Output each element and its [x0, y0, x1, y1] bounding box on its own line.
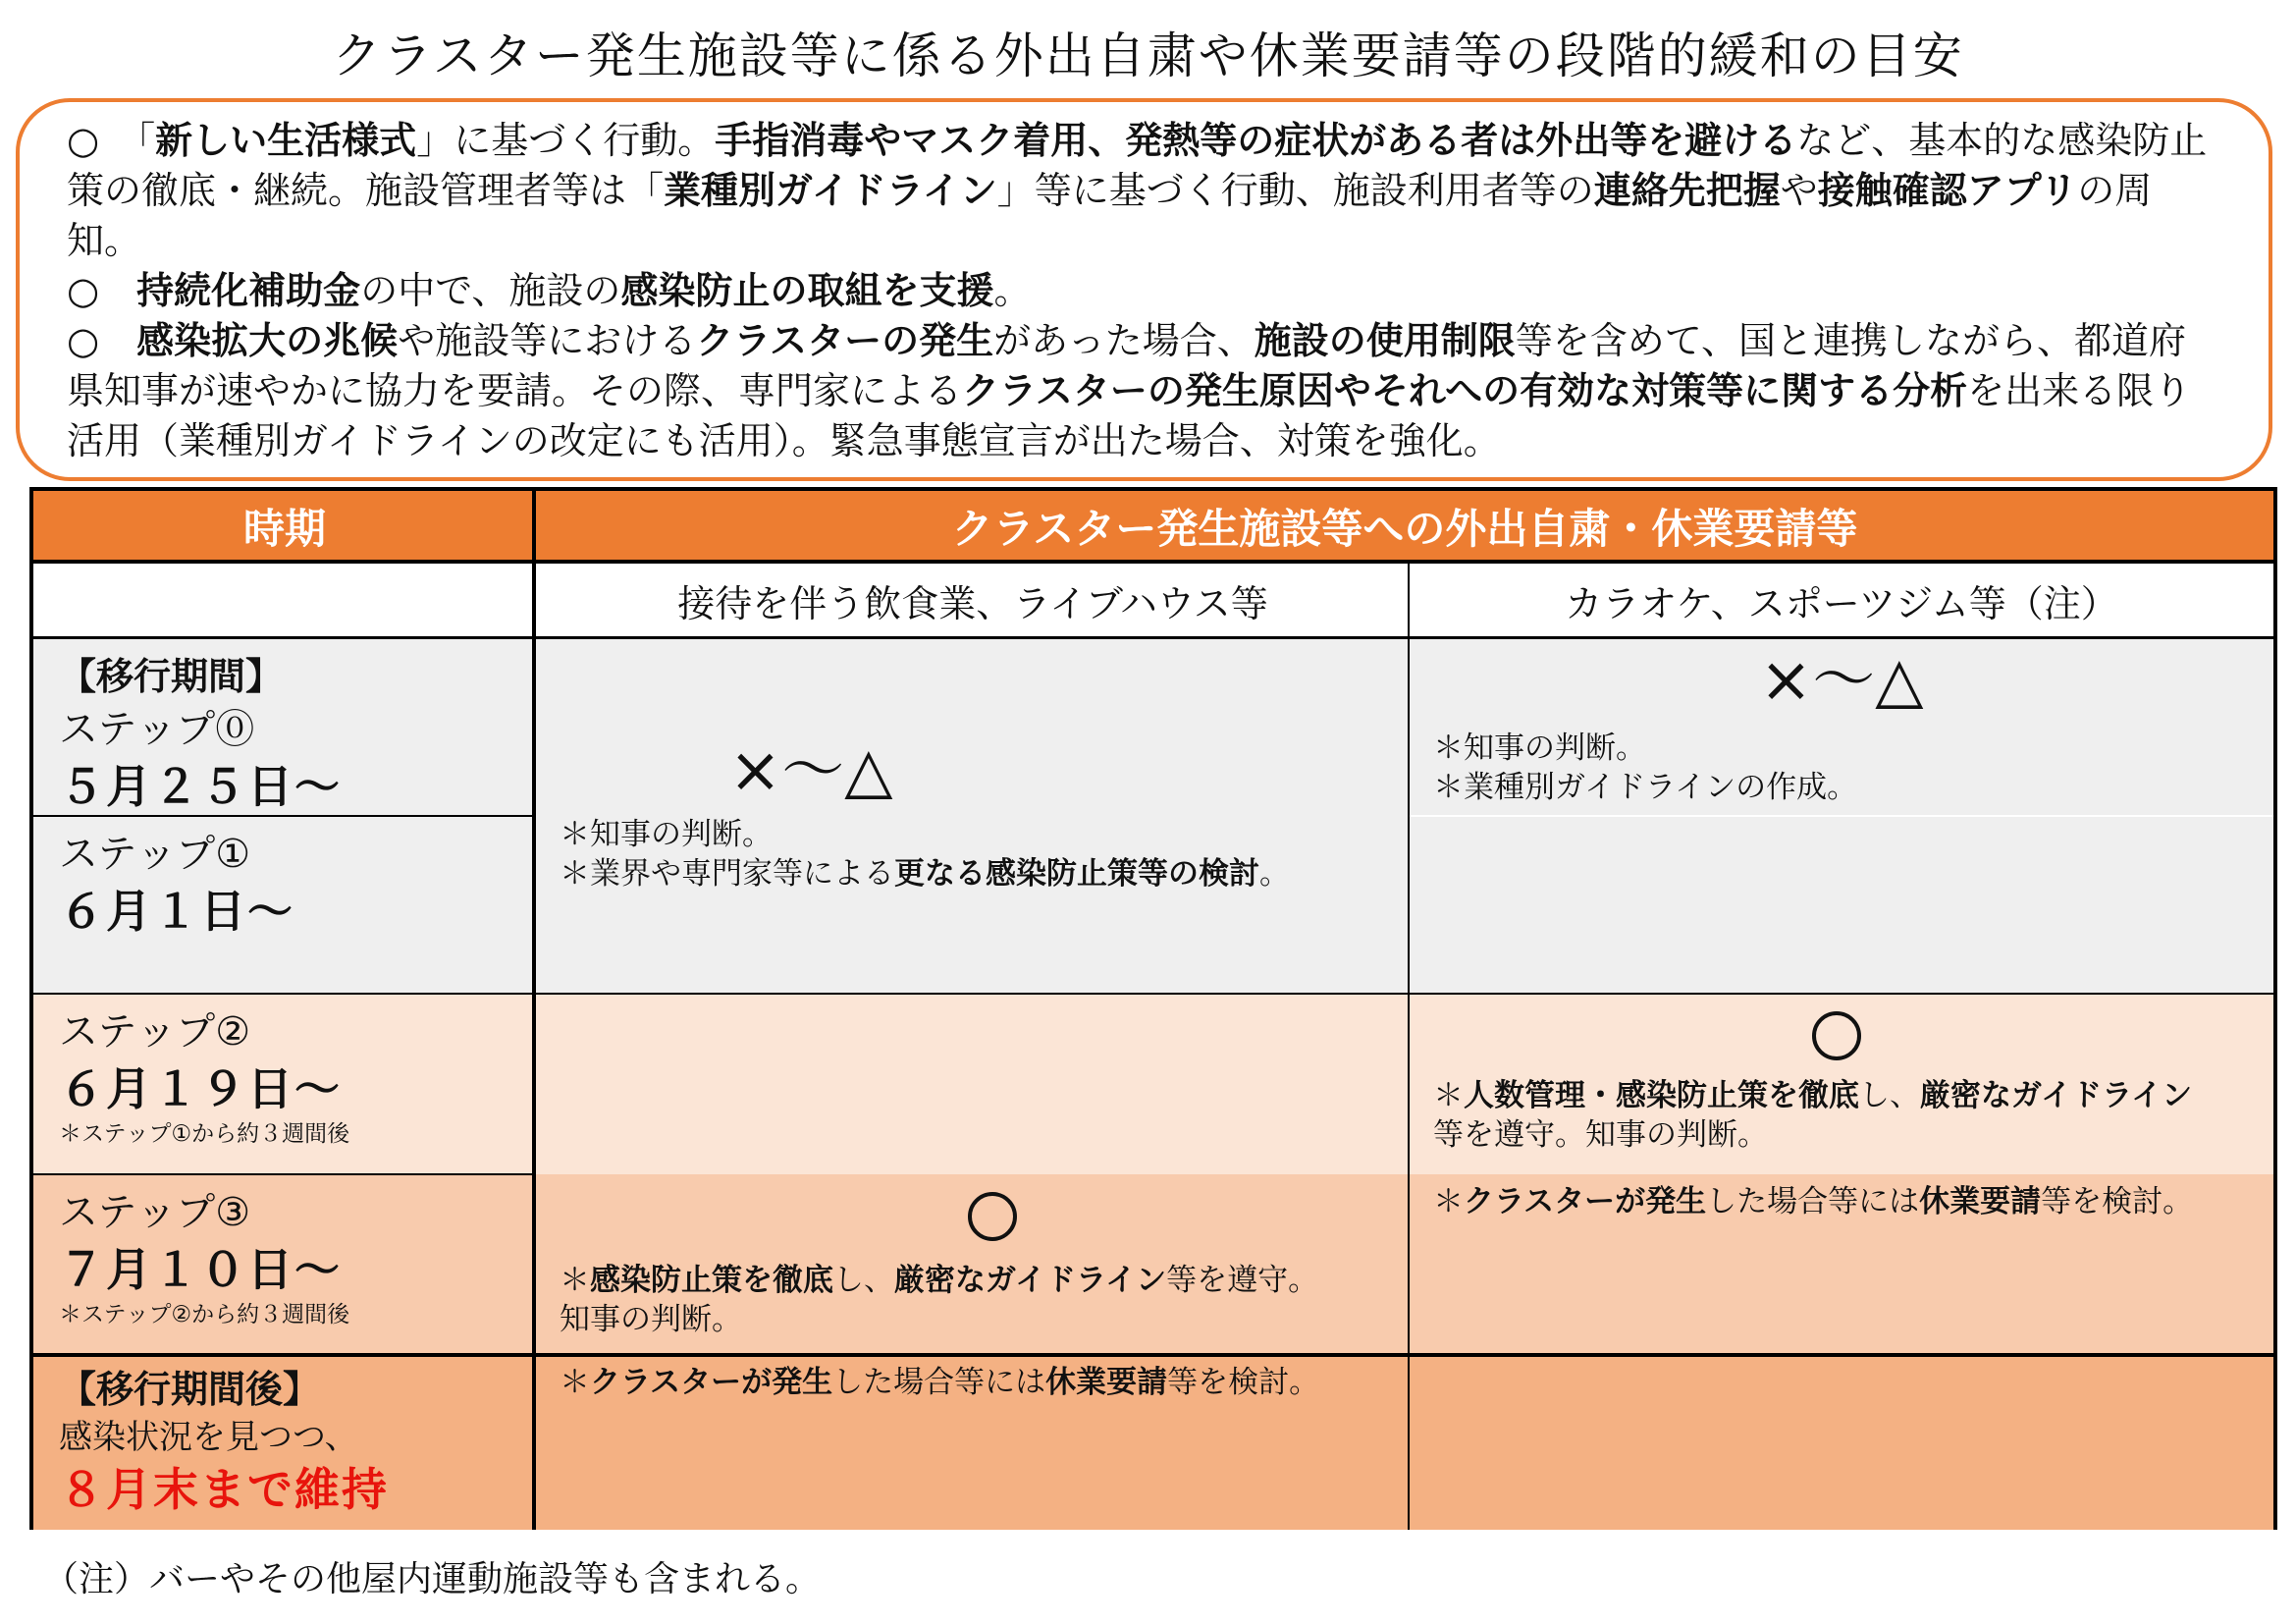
period-tag: 【移行期間】	[59, 655, 284, 698]
divider	[33, 1173, 534, 1175]
cell-note	[1433, 768, 1857, 807]
note-text: 等を検討。	[2041, 1184, 2194, 1219]
cell-note	[1433, 1182, 2193, 1221]
cell-note	[1433, 729, 1646, 768]
cell-hospitality-step0-1	[536, 638, 1410, 994]
header-period: 時期	[33, 491, 536, 562]
note-bold: クラスターが発生	[1464, 1184, 1707, 1219]
period-date: ６月１９日～	[59, 1062, 342, 1115]
divider	[33, 636, 2273, 639]
intro-text: 。	[993, 269, 1032, 312]
cross-tilde-triangle-icon: ×～△	[728, 734, 893, 807]
intro-box	[16, 98, 2272, 481]
cell-note	[1433, 1076, 2192, 1115]
period-step-label: ステップ②	[59, 1009, 251, 1055]
intro-text: ○	[67, 269, 137, 312]
note-text: 等を遵守。	[1166, 1263, 1319, 1298]
period-date: ６月１日～	[59, 885, 294, 938]
intro-text: 」等に基づく行動、施設利用者等の	[996, 169, 1594, 212]
intro-text: ○ 「	[67, 119, 156, 162]
subheader-blank	[33, 562, 536, 638]
cell-hospitality-step2	[536, 994, 1410, 1174]
period-emphasis: ８月末まで維持	[59, 1463, 389, 1516]
note-text: ＊知事の判断。	[560, 817, 773, 852]
intro-paragraph-1	[67, 116, 2214, 266]
cell-hospitality-after	[536, 1355, 1410, 1530]
note-bold: 人数管理・感染防止策を徹底	[1464, 1078, 1859, 1113]
cell-karaoke-step2	[1410, 994, 2273, 1174]
note-text: ＊業種別ガイドラインの作成。	[1433, 770, 1858, 805]
period-note: ＊ステップ②から約３週間後	[59, 1302, 350, 1327]
note-text: 。	[1259, 856, 1290, 892]
intro-bold: 感染防止の取組を支援	[620, 269, 994, 312]
cell-karaoke-after	[1410, 1355, 2273, 1530]
note-bold: クラスターが発生	[590, 1365, 833, 1400]
intro-text: ○	[67, 319, 137, 362]
cell-note	[560, 854, 1290, 893]
intro-bold: 連絡先把握	[1593, 169, 1781, 212]
period-after	[33, 1355, 536, 1530]
divider	[33, 1353, 2273, 1357]
relaxation-table	[29, 487, 2277, 1530]
period-step2	[33, 994, 536, 1174]
cell-note	[560, 1363, 1319, 1402]
period-step3	[33, 1174, 536, 1355]
intro-text: 」に基づく行動。	[416, 119, 716, 162]
note-text: 等を検討。	[1167, 1365, 1320, 1400]
intro-paragraph-2	[67, 266, 2214, 316]
note-text: した場合等には	[832, 1365, 1046, 1400]
intro-text: の中で、施設の	[360, 269, 621, 312]
intro-bold: 感染拡大の兆候	[136, 319, 399, 362]
cell-note	[560, 815, 773, 854]
intro-bold: 施設の使用制限	[1254, 319, 1516, 362]
note-text: 等を遵守。知事の判断。	[1433, 1117, 1768, 1153]
page-title: クラスター発生施設等に係る外出自粛や休業要請等の段階的緩和の目安	[332, 27, 1964, 84]
column-header-karaoke-gym: カラオケ、スポーツジム等（注）	[1410, 562, 2273, 638]
column-header-hospitality: 接待を伴う飲食業、ライブハウス等	[536, 562, 1410, 638]
note-bold: 厳密なガイドライン	[1920, 1078, 2193, 1113]
note-bold: 厳密なガイドライン	[894, 1263, 1167, 1298]
note-text: し、	[833, 1263, 894, 1298]
intro-bold: 新しい生活様式	[155, 119, 417, 162]
cell-karaoke-step0	[1410, 638, 2273, 816]
intro-text: や	[1780, 169, 1818, 212]
intro-bold: 接触確認アプリ	[1817, 169, 2078, 212]
note-bold: 更なる感染防止策等の検討	[894, 856, 1259, 892]
note-text: ＊業界や専門家等による	[560, 856, 894, 892]
intro-bold: 業種別ガイドライン	[664, 169, 997, 212]
note-text: ＊	[560, 1365, 590, 1400]
period-step0	[33, 638, 536, 816]
period-step-label: ステップ③	[59, 1190, 251, 1235]
intro-text: や施設等における	[398, 319, 697, 362]
cell-karaoke-step1	[1410, 816, 2273, 994]
period-step1	[33, 816, 536, 994]
cell-note	[560, 1261, 1318, 1300]
divider	[1408, 562, 1410, 1530]
cell-note	[560, 1300, 742, 1339]
divider	[33, 560, 2273, 564]
divider	[1410, 815, 2273, 817]
note-text: した場合等には	[1706, 1184, 1920, 1219]
cell-hospitality-step3	[536, 1174, 1410, 1355]
intro-bold: クラスターの発生原因やそれへの有効な対策等に関する分析	[962, 369, 1968, 412]
intro-text: など、基本的な感染防止策の徹底・継続。施設管理者等は「	[67, 119, 2208, 212]
note-bold: 休業要請	[1045, 1365, 1168, 1400]
divider	[532, 491, 536, 1530]
intro-bold: クラスターの発生	[696, 319, 994, 362]
note-text: し、	[1859, 1078, 1920, 1113]
intro-text: 等を含めて、国と連携しながら、都道府県知事が速やかに協力を要請。その際、専門家による	[67, 319, 2186, 412]
period-line: 感染状況を見つつ、	[59, 1418, 358, 1457]
cell-note	[1433, 1115, 1768, 1155]
intro-paragraph-3	[67, 316, 2214, 466]
note-bold: 休業要請	[1919, 1184, 2042, 1219]
intro-bold: 持続化補助金	[136, 269, 361, 312]
circle-icon	[1812, 1011, 1861, 1060]
intro-text: を出来る限り活用（業種別ガイドラインの改定にも活用）。緊急事態宣言が出た場合、対策を強化。	[67, 369, 2192, 462]
note-text: 知事の判断。	[560, 1302, 742, 1337]
period-step-label: ステップ⓪	[59, 707, 255, 752]
note-text: ＊	[560, 1263, 590, 1298]
period-tag: 【移行期間後】	[59, 1368, 321, 1411]
note-bold: 感染防止策を徹底	[590, 1263, 833, 1298]
header-main: クラスター発生施設等への外出自粛・休業要請等	[536, 491, 2273, 562]
divider	[33, 993, 2273, 995]
period-step-label: ステップ①	[59, 832, 251, 877]
note-text: ＊	[1433, 1184, 1464, 1219]
divider	[33, 815, 534, 817]
period-date: ５月２５日～	[59, 760, 342, 813]
period-note: ＊ステップ①から約３週間後	[59, 1121, 350, 1147]
note-text: ＊知事の判断。	[1433, 731, 1646, 766]
note-text: ＊	[1433, 1078, 1464, 1113]
cross-tilde-triangle-icon: ×～△	[1759, 644, 1924, 717]
footnote: （注）バーやその他屋内運動施設等も含まれる。	[43, 1559, 822, 1599]
circle-icon	[968, 1192, 1017, 1241]
cell-karaoke-step3	[1410, 1174, 2273, 1355]
intro-bold: 手指消毒やマスク着用、発熱等の症状がある者は外出等を避ける	[715, 119, 1797, 162]
intro-text: の周知。	[67, 169, 2153, 262]
period-date: ７月１０日～	[59, 1243, 342, 1296]
intro-text: があった場合、	[993, 319, 1255, 362]
